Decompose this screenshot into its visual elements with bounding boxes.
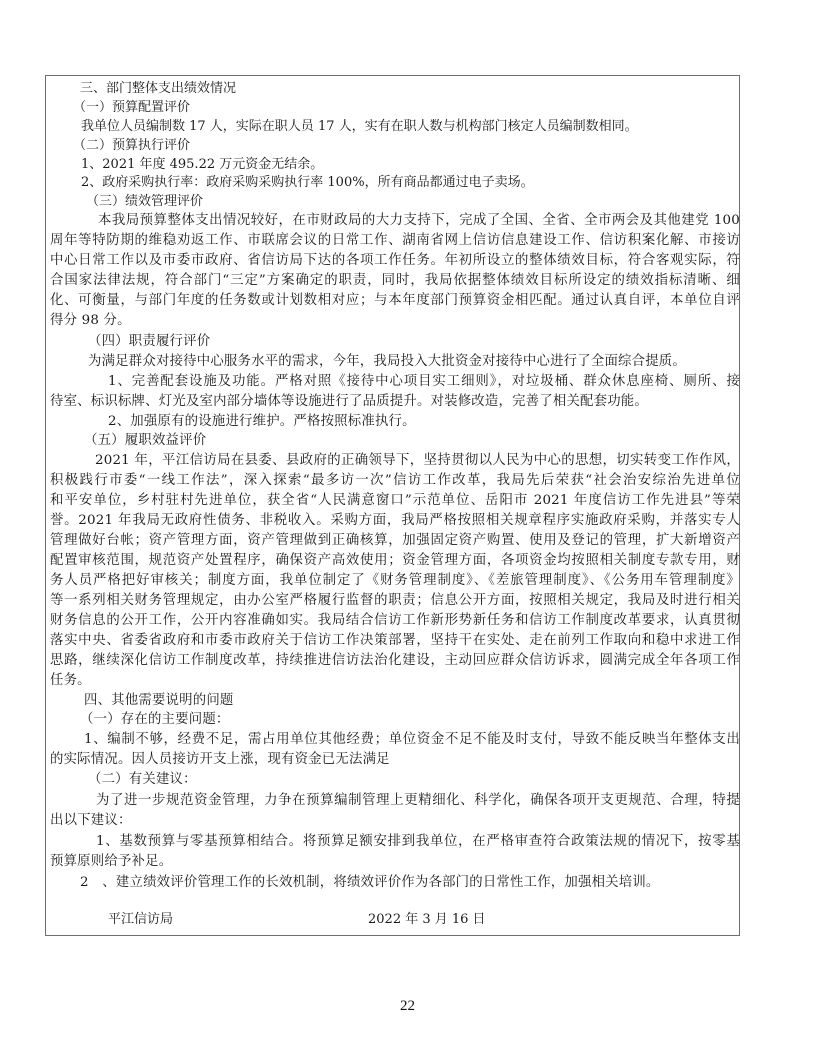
performance-management-line: 周年等特防期的维稳劝返工作、市联席会议的日常工作、湖南省网上信访信息建设工作、信访积案化解、市接访 bbox=[50, 233, 740, 248]
performance-management-line: 中心日常工作以及市委市政府、省信访局下达的各项工作任务。年初所设立的整体绩效目标，符合客观实际，符 bbox=[50, 253, 740, 268]
duty-performance-heading: （四）职责履行评价 bbox=[88, 334, 211, 349]
suggestions-line: 预算原则给予补足。 bbox=[50, 854, 173, 869]
budget-execution-heading: （二）预算执行评价 bbox=[73, 138, 191, 153]
performance-management-line: 合国家法律法规，符合部门“三定”方案确定的职责，同时，我局依据整体绩效目标所设定的绩效指标清晰、细 bbox=[50, 273, 740, 288]
benefit-evaluation-line: 配置审核范围，规范资产处置程序，确保资产高效使用；资金管理方面，各项资金均按照相关制度专款专用，财 bbox=[50, 553, 740, 568]
benefit-evaluation-line: 思路，继续深化信访工作制度改革，持续推进信访法治化建设，主动回应群众信访诉求，圆满完成全年各项工作 bbox=[50, 653, 740, 668]
performance-management-line: 得分 98 分。 bbox=[50, 313, 131, 328]
suggestions-line: 为了进一步规范资金管理，力争在预算编制管理上更精细化、科学化，确保各项开支更规范、合理，特提 bbox=[96, 793, 740, 808]
budget-allocation-text: 我单位人员编制数 17 人，实际在职人员 17 人，实有在职人数与机构部门核定人员编制数相同。 bbox=[81, 119, 638, 134]
benefit-evaluation-line: 2021 年，平江信访局在县委、县政府的正确领导下，坚持贯彻以人民为中心的思想，切实转变工作作风， bbox=[95, 453, 740, 468]
problems-heading: （一）存在的主要问题： bbox=[80, 712, 230, 727]
duty-performance-line: 1、完善配套设施及功能。严格对照《接待中心项目实工细则》，对垃圾桶、群众休息座椅、厕所、接 bbox=[108, 374, 740, 389]
problems-line: 1、编制不够，经费不足，需占用单位其他经费；单位资金不足不能及时支付，导致不能反映当年整体支出 bbox=[84, 732, 740, 747]
duty-performance-line: 为满足群众对接待中心服务水平的需求，今年，我局投入大批资金对接待中心进行了全面综合提质。 bbox=[88, 354, 686, 369]
benefit-evaluation-line: 等一系列相关财务管理规定，由办公室严格履行监督的职责；信息公开方面，按照相关规定，我局及时进行相关 bbox=[50, 593, 740, 608]
benefit-evaluation-line: 誉。2021 年我局无政府性债务、非税收入。采购方面，我局严格按照相关规章程序实施政府采购，并落实专人 bbox=[50, 513, 740, 528]
benefit-evaluation-line: 管理做好台帐；资产管理方面，资产管理做到正确核算，加强固定资产购置、使用及登记的管理，扩大新增资产 bbox=[50, 533, 740, 548]
section3-heading: 三、部门整体支出绩效情况 bbox=[80, 81, 237, 96]
section4-heading: 四、其他需要说明的问题 bbox=[84, 693, 234, 708]
duty-performance-line: 待室、标识标牌、灯光及室内部分墙体等设施进行了品质提升。对装修改造，完善了相关配套功能。 bbox=[50, 394, 648, 409]
benefit-evaluation-line: 和平安单位，乡村驻村先进单位，获全省“人民满意窗口”示范单位、岳阳市 2021 年度信访工作先进县”等荣 bbox=[50, 493, 740, 508]
benefit-evaluation-line: 积极践行市委“一线工作法”，深入探索“最多访一次”信访工作改革，我局先后荣获“社会治安综治先进单位 bbox=[50, 473, 740, 488]
suggestions-line: 出以下建议： bbox=[50, 813, 132, 828]
benefit-evaluation-line: 任务。 bbox=[50, 673, 91, 688]
budget-execution-item: 1、2021 年度 495.22 万元资金无结余。 bbox=[81, 157, 324, 172]
performance-management-heading: （三）绩效管理评价 bbox=[86, 194, 204, 209]
benefit-evaluation-line: 财务信息的公开工作，公开内容准确如实。我局结合信访工作新形势新任务和信访工作制度改革要求，认真贯彻 bbox=[50, 613, 740, 628]
problems-line: 的实际情况。因人员接访开支上涨，现有资金已无法满足 bbox=[50, 752, 390, 767]
suggestions-line: 2 、建立绩效评价管理工作的长效机制，将绩效评价作为各部门的日常性工作，加强相关培训。 bbox=[80, 875, 660, 890]
budget-execution-item: 2、政府采购执行率：政府采购采购执行率 100%，所有商品都通过电子卖场。 bbox=[81, 175, 534, 190]
signing-organization: 平江信访局 bbox=[108, 912, 174, 927]
performance-management-line: 化、可衡量，与部门年度的任务数或计划数相对应；与本年度部门预算资金相匹配。通过认真自评，本单位自评 bbox=[50, 293, 740, 308]
suggestions-heading: （二）有关建议： bbox=[88, 772, 197, 787]
benefit-evaluation-line: 务人员严格把好审核关；制度方面，我单位制定了《财务管理制度》、《差旅管理制度》、《公务用车管理制度》 bbox=[50, 573, 740, 588]
budget-allocation-heading: （一）预算配置评价 bbox=[73, 100, 191, 115]
suggestions-line: 1、基数预算与零基预算相结合。将预算足额安排到我单位，在严格审查符合政策法规的情况下，按零基 bbox=[96, 834, 740, 849]
signing-date: 2022 年 3 月 16 日 bbox=[368, 912, 486, 927]
benefit-evaluation-heading: （五）履职效益评价 bbox=[84, 433, 207, 448]
benefit-evaluation-line: 落实中央、省委省政府和市委市政府关于信访工作决策部署，坚持干在实处、走在前列工作取向和稳中求进工作 bbox=[50, 633, 740, 648]
performance-management-line: 本我局预算整体支出情况较好，在市财政局的大力支持下，完成了全国、全省、全市两会及其他建党 100 bbox=[98, 213, 740, 228]
page-number: 22 bbox=[400, 998, 415, 1014]
duty-performance-line: 2、加强原有的设施进行维护。严格按照标准执行。 bbox=[108, 414, 416, 429]
